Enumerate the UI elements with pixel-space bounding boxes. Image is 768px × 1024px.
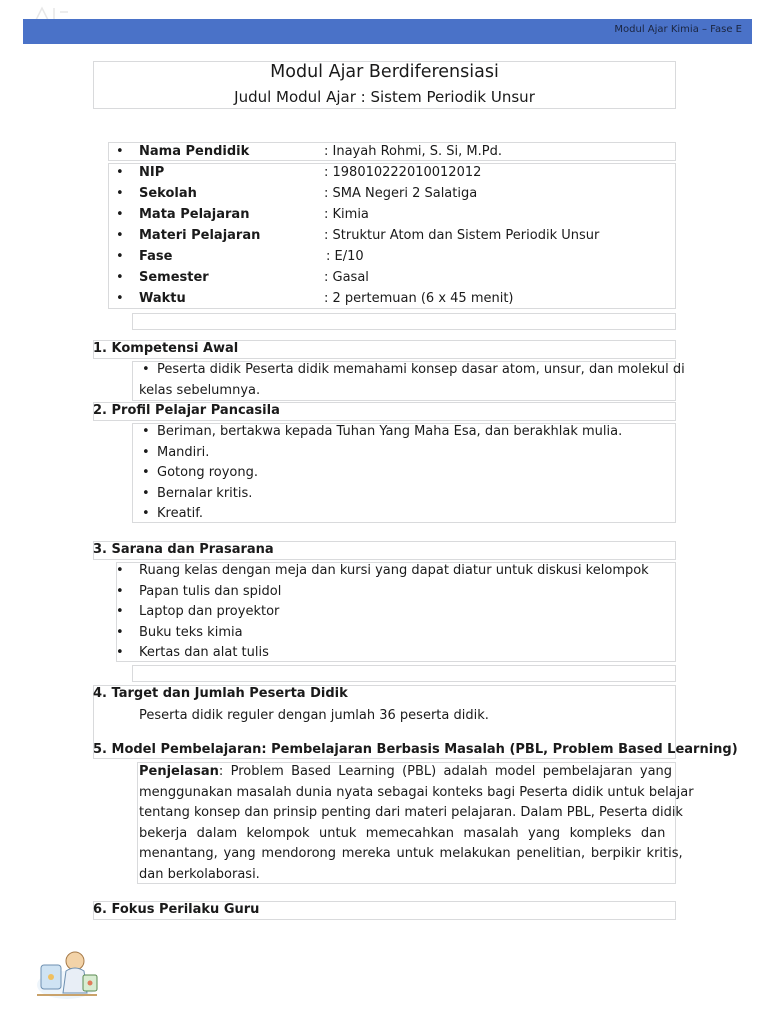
section-heading-fokus-perilaku-guru: 6. Fokus Perilaku Guru [93,902,260,917]
empty-row [132,313,676,330]
info-bullet: • [116,270,124,285]
info-value-fase: : E/10 [326,249,364,264]
section-heading-kompetensi-awal: 1. Kompetensi Awal [93,341,239,356]
info-bullet: • [116,207,124,222]
info-bullet: • [116,249,124,264]
list-item: Beriman, bertakwa kepada Tuhan Yang Maha Esa, dan berakhlak mulia. [157,424,623,439]
list-item: Papan tulis dan spidol [139,583,282,599]
info-value-materi-pelajaran: : Struktur Atom dan Sistem Periodik Unsur [324,228,600,243]
info-bullet: • [116,186,124,201]
info-value-sekolah: : SMA Negeri 2 Salatiga [324,186,478,201]
list-bullet: • [142,465,150,480]
info-label-fase: Fase [139,249,173,264]
penjelasan-line-3: tentang konsep dan prinsip penting dari materi pelajaran. Dalam PBL, Peserta didik [139,805,683,820]
info-value-nama-pendidik: : Inayah Rohmi, S. Si, M.Pd. [324,144,502,159]
document-subtitle: Judul Modul Ajar : Sistem Periodik Unsur [234,88,535,106]
info-label-semester: Semester [139,270,209,285]
section-heading-profil-pelajar: 2. Profil Pelajar Pancasila [93,403,280,418]
penjelasan-line [139,762,674,783]
info-label-waktu: Waktu [139,291,186,306]
list-bullet: • [116,583,124,599]
list-bullet: • [116,624,124,640]
document-title: Modul Ajar Berdiferensiasi [270,62,499,82]
penjelasan-line-5: menantang, yang mendorong mereka untuk melakukan penelitian, berpikir kritis, [139,846,683,861]
info-bullet: • [116,228,124,243]
empty-row [132,665,676,682]
section-heading-target-peserta: 4. Target dan Jumlah Peserta Didik [93,686,348,701]
list-item: Bernalar kritis. [157,485,253,501]
info-value-nip: : 198010222010012012 [324,165,482,180]
info-bullet: • [116,165,124,180]
list-bullet: • [116,604,124,619]
list-item: Gotong royong. [157,465,258,480]
info-label-nip: NIP [139,165,165,180]
kompetensi-text-line: kelas sebelumnya. [139,383,261,398]
list-bullet: • [142,424,150,439]
info-value-mata-pelajaran: : Kimia [324,207,369,222]
list-bullet: • [142,444,150,460]
list-bullet: • [116,563,124,578]
header-title: Modul Ajar Kimia – Fase E [614,24,742,35]
info-value-waktu: : 2 pertemuan (6 x 45 menit) [324,291,514,306]
target-text: Peserta didik reguler dengan jumlah 36 peserta didik. [139,708,489,723]
penjelasan-line-4: bekerja dalam kelompok untuk memecahkan masalah yang kompleks dan [139,825,666,841]
list-bullet: • [142,362,150,377]
penjelasan-line-1: : Problem Based Learning (PBL) adalah model pembelajaran yang [218,764,673,779]
section-heading-model-pembelajaran: 5. Model Pembelajaran: Pembelajaran Berbasis Masalah (PBL, Problem Based Learning) [93,742,738,757]
info-bullet: • [116,144,124,159]
penjelasan-label: Penjelasan [139,764,219,779]
list-bullet: • [142,485,150,501]
kompetensi-text-line: Peserta didik Peserta didik memahami konsep dasar atom, unsur, dan molekul di [157,362,685,377]
info-label-materi-pelajaran: Materi Pelajaran [139,228,261,243]
list-item: Buku teks kimia [139,624,243,640]
info-label-sekolah: Sekolah [139,186,197,201]
list-bullet: • [116,645,124,660]
list-item: Kreatif. [157,506,204,521]
list-item: Mandiri. [157,444,210,460]
list-item: Laptop dan proyektor [139,604,280,619]
info-label-mata-pelajaran: Mata Pelajaran [139,207,250,222]
list-item: Ruang kelas dengan meja dan kursi yang dapat diatur untuk diskusi kelompok [139,563,649,578]
info-value-semester: : Gasal [324,270,369,285]
section-heading-sarana-prasarana: 3. Sarana dan Prasarana [93,542,274,557]
footer-logo-illustration [31,945,103,1007]
info-label-nama-pendidik: Nama Pendidik [139,144,250,159]
info-bullet: • [116,291,124,306]
list-bullet: • [142,506,150,521]
penjelasan-line-6: dan berkolaborasi. [139,866,260,882]
penjelasan-line-2: menggunakan masalah dunia nyata sebagai konteks bagi Peserta didik untuk belajar [139,784,694,800]
list-item: Kertas dan alat tulis [139,645,269,660]
